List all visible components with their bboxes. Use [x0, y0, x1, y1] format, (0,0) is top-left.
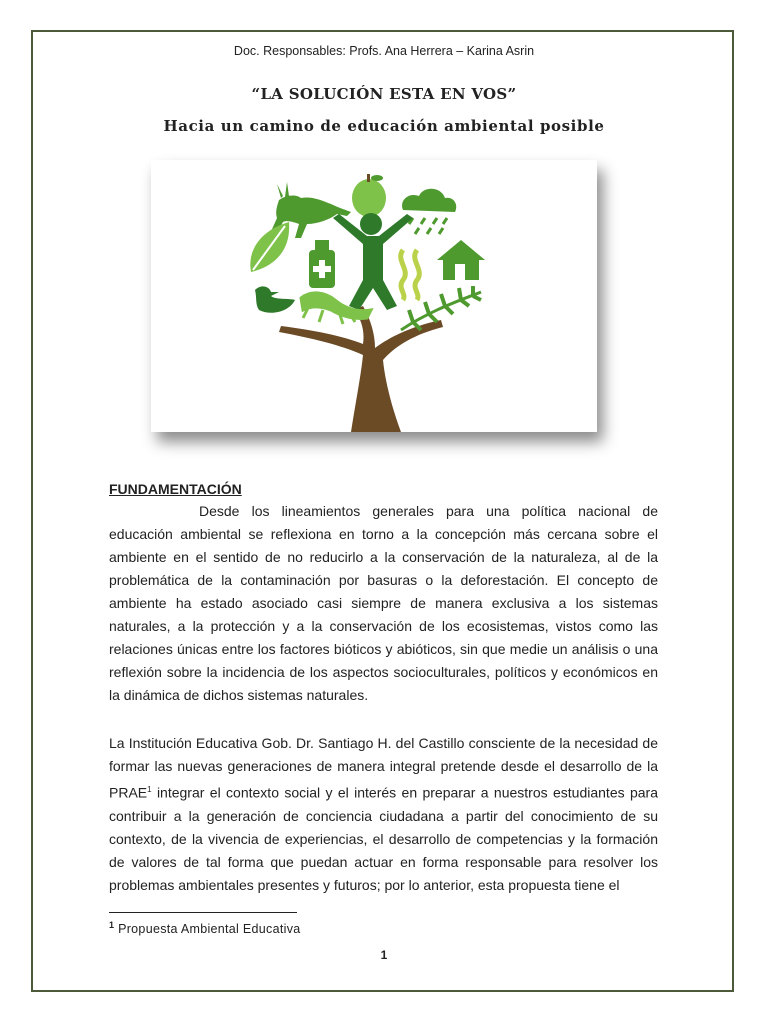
paragraph-2 [109, 732, 658, 897]
paragraph-1: Desde los lineamientos generales para una política nacional de educación ambiental se reflexiona en torno a la concepción más cercana sobre el ambiente en el sentido de no reducirlo a la conservación de la naturaleza, al de la problemática de la contaminación por basuras o la deforestación. El concepto de ambiente ha estado asociado casi siempre de manera exclusiva a los sistemas naturales, a la protección y a la conservación de los ecosistemas, vistos como las relaciones únicas entre los factores bióticos y abióticos, sin que medie un análisis o una reflexión sobre la incidencia de los aspectos socioculturales, políticos y económicos en la dinámica de dichos sistemas naturales. [109, 503, 658, 703]
document-header: Doc. Responsables: Profs. Ana Herrera – Karina Asrin [233, 44, 535, 58]
footnote-separator [109, 912, 297, 913]
footnote-mark: 1 [109, 920, 115, 930]
environment-illustration [151, 160, 597, 432]
document-subtitle: Hacia un camino de educación ambiental posible [163, 117, 605, 135]
environmental-tree-icon [151, 160, 597, 432]
document-title: “LA SOLUCIÓN ESTA EN VOS” [251, 85, 517, 103]
footnote-text: Propuesta Ambiental Educativa [114, 922, 301, 937]
footnote [109, 920, 301, 936]
page-number: 1 [380, 948, 388, 962]
paragraph-2-text-before: La Institución Educativa Gob. Dr. Santiago H. del Castillo consciente de la necesidad de formar las nuevas generaciones de manera integral pretende desde el desarrollo de la PRAE [109, 735, 658, 801]
section-heading: FUNDAMENTACIÓN [109, 481, 242, 497]
paragraph-2-text-after: integrar el contexto social y el interés en preparar a nuestros estudiantes para contribuir a la generación de conciencia ciudadana a partir del conocimiento de su contexto, de la vivencia de experiencias, el desarrollo de competencias y la formación de valores de tal forma que puedan actuar en forma responsable para resolver los problemas ambientales presentes y futuros; por lo anterior, esta propuesta tiene el [109, 784, 658, 893]
footnote-reference[interactable]: 1 [147, 785, 152, 794]
